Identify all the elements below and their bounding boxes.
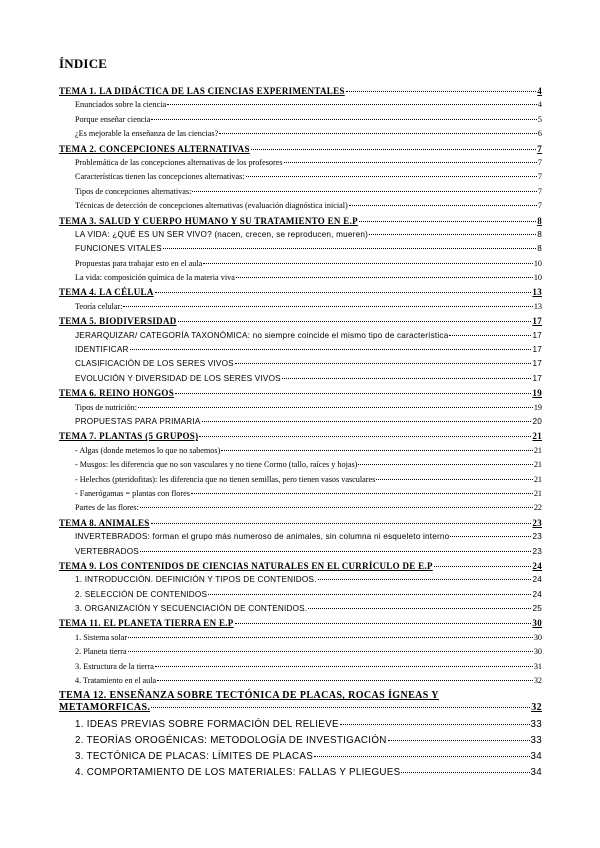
toc-page-number: 7 [537, 157, 542, 167]
toc-subentry[interactable] [59, 674, 542, 688]
leader-dots [434, 566, 532, 567]
toc-page-number: 7 [537, 186, 542, 196]
toc-page-number: 30 [532, 618, 542, 629]
toc-subentry[interactable] [59, 415, 542, 429]
leader-dots [221, 450, 533, 451]
toc-page-number: 17 [532, 316, 542, 327]
toc-subentry[interactable] [59, 717, 542, 733]
toc-subentry[interactable] [59, 170, 542, 184]
leader-dots [199, 436, 531, 437]
toc-entry-label: 3. Estructura de la tierra [75, 661, 154, 671]
toc-page-number: 32 [533, 676, 542, 686]
toc-subentry[interactable] [59, 199, 542, 213]
toc-entry-label: TEMA 4. LA CÉLULA [59, 287, 154, 298]
toc-entry-label: Técnicas de detección de concepciones alternativas (evaluación diagnóstica inicial) [75, 201, 348, 211]
toc-entry-label: 1. INTRODUCCIÓN. DEFINICIÓN Y TIPOS DE CONTENIDOS. [75, 575, 317, 585]
leader-dots [178, 321, 532, 322]
leader-dots [163, 248, 536, 249]
toc-topic-entry[interactable] [59, 142, 542, 156]
toc-entry-label: TEMA 11. EL PLANETA TIERRA EN E.P [59, 618, 234, 629]
toc-entry-label: TEMA 1. LA DIDÁCTICA DE LAS CIENCIAS EXPERIMENTALES [59, 86, 345, 96]
toc-entry-label: - Algas (donde metemos lo que no sabemos) [75, 445, 221, 455]
toc-subentry[interactable] [59, 127, 542, 141]
leader-dots [308, 608, 531, 609]
leader-dots [318, 579, 532, 580]
leader-dots [219, 133, 537, 134]
toc-subentry[interactable] [59, 372, 542, 386]
toc-entry-label: INVERTEBRADOS: forman el grupo más numeroso de animales, sin columna ni esqueleto interno [75, 532, 450, 542]
leader-dots [388, 740, 530, 741]
toc-entry-label: PROPUESTAS PARA PRIMARIA [75, 416, 201, 426]
toc-entry-label: JERARQUIZAR/ CATEGORÍA TAXONÓMICA: no siempre coincide el mismo tipo de característica [75, 330, 449, 340]
toc-entry-label: TEMA 5. BIODIVERSIDAD [59, 316, 177, 327]
toc-subentry[interactable] [59, 530, 542, 544]
toc-page-number: 24 [532, 560, 542, 571]
toc-subentry[interactable] [59, 300, 542, 314]
leader-dots [359, 221, 536, 222]
toc-subentry[interactable] [59, 444, 542, 458]
toc-page-number: 23 [532, 546, 542, 556]
leader-dots [401, 772, 529, 773]
toc-page-number: 32 [531, 702, 542, 714]
toc-page-number: 25 [532, 604, 542, 614]
toc-page-number: 7 [537, 143, 542, 154]
toc-page-number: 33 [530, 735, 542, 747]
toc-topic-entry[interactable] [59, 429, 542, 443]
toc-subentry[interactable] [59, 98, 542, 112]
toc-entry-label: TEMA 8. ANIMALES [59, 517, 150, 528]
toc-page-number: 4 [537, 100, 542, 110]
leader-dots [167, 104, 537, 105]
leader-dots [151, 523, 532, 524]
toc-subentry[interactable] [59, 257, 542, 271]
toc-page-number: 34 [530, 767, 542, 779]
toc-entry-label: Problemática de las concepciones alternativas de los profesores [75, 157, 283, 167]
toc-entry-label: Propuestas para trabajar esto en el aula [75, 258, 203, 268]
toc-subentry[interactable] [59, 113, 542, 127]
toc-entry-label: 2. Planeta tierra [75, 647, 127, 657]
leader-dots [128, 637, 533, 638]
leader-dots [340, 724, 530, 725]
toc-page-number: 19 [533, 402, 542, 412]
leader-dots [151, 119, 536, 120]
toc-entry-label: 3. TECTÓNICA DE PLACAS: LÍMITES DE PLACAS [75, 751, 314, 763]
leader-dots [251, 149, 536, 150]
toc-entries [59, 84, 542, 688]
table-of-contents [59, 84, 542, 781]
leader-dots [151, 707, 530, 708]
toc-subentry[interactable] [59, 271, 542, 285]
toc-topic-entry[interactable] [59, 616, 542, 630]
toc-subentry[interactable] [59, 573, 542, 587]
toc-entry-label: CLASIFICACIÓN DE LOS SERES VIVOS [75, 359, 234, 369]
toc-subentry[interactable] [59, 545, 542, 559]
toc-subentry[interactable] [59, 185, 542, 199]
toc-subentry[interactable] [59, 645, 542, 659]
toc-topic-12-line2: METAMÓRFICAS. [59, 702, 151, 714]
toc-entry-label: 4. COMPORTAMIENTO DE LOS MATERIALES: FALLAS Y PLIEGUES [75, 767, 401, 779]
toc-page-number: 8 [537, 229, 542, 239]
toc-subentry[interactable] [59, 487, 542, 501]
leader-dots [140, 551, 532, 552]
toc-subentry[interactable] [59, 660, 542, 674]
toc-page-number: 17 [532, 359, 542, 369]
toc-entry-label: IDENTIFICAR [75, 345, 129, 355]
toc-entry-label: 3. ORGANIZACIÓN Y SECUENCIACIÓN DE CONTENIDOS. [75, 604, 308, 614]
toc-page-number: 7 [537, 172, 542, 182]
toc-entry-label: La vida: composición química de la materia viva [75, 273, 235, 283]
toc-entry-label: TEMA 7. PLANTAS (5 GRUPOS) [59, 431, 199, 442]
toc-entry-label: TEMA 9. LOS CONTENIDOS DE CIENCIAS NATURALES EN EL CURRÍCULO DE E.P [59, 560, 433, 571]
toc-page-number: 19 [532, 388, 542, 399]
toc-page-number: 17 [532, 373, 542, 383]
toc-page-number: 5 [537, 114, 542, 124]
toc-topic-12[interactable] [59, 690, 542, 714]
toc-subentry[interactable] [59, 156, 542, 170]
toc-entry-label: ¿Es mejorable la enseñanza de las ciencias? [75, 129, 219, 139]
toc-page-number: 20 [532, 416, 542, 426]
toc-page-number: 13 [532, 287, 542, 298]
leader-dots [128, 651, 533, 652]
leader-dots [155, 666, 533, 667]
leader-dots [191, 493, 533, 494]
toc-entry-label: 4. Tratamiento en el aula [75, 676, 157, 686]
toc-page-number: 4 [537, 86, 542, 96]
toc-page-number: 34 [530, 751, 542, 763]
toc-page-number: 17 [532, 330, 542, 340]
leader-dots [138, 407, 533, 408]
toc-page-number: 6 [537, 129, 542, 139]
toc-subentry[interactable] [59, 473, 542, 487]
leader-dots [314, 756, 529, 757]
leader-dots [376, 479, 532, 480]
toc-page-number: 33 [530, 719, 542, 731]
toc-page-number: 21 [533, 474, 542, 484]
leader-dots [123, 306, 532, 307]
leader-dots [208, 594, 531, 595]
toc-entry-label: TEMA 6. REINO HONGOS [59, 388, 175, 399]
leader-dots [175, 393, 531, 394]
toc-subentry[interactable] [59, 329, 542, 343]
toc-entry-label: 2. SELECCIÓN DE CONTENIDOS [75, 589, 208, 599]
leader-dots [450, 536, 531, 537]
toc-entry-label: Partes de las flores: [75, 503, 139, 513]
toc-entry-label: TEMA 3. SALUD Y CUERPO HUMANO Y SU TRATAMIENTO EN E.P [59, 215, 358, 226]
leader-dots [155, 292, 532, 293]
toc-page-number: 21 [533, 460, 542, 470]
leader-dots [282, 378, 532, 379]
toc-page-number: 24 [532, 589, 542, 599]
toc-page-number: 13 [533, 301, 542, 311]
toc-entry-label: - Fanerógamas = plantas con flores [75, 488, 190, 498]
toc-subentry[interactable] [59, 602, 542, 616]
toc-page-number: 8 [537, 215, 542, 226]
toc-topic-entry[interactable] [59, 559, 542, 573]
toc-entry-label: Tipos de nutrición: [75, 402, 138, 412]
toc-page-number: 23 [532, 517, 542, 528]
leader-dots [130, 349, 532, 350]
toc-entry-label: - Musgos: les diferencia que no son vasculares y no tiene Cormo (tallo, raíces y hojas) [75, 460, 358, 470]
toc-entry-label: FUNCIONES VITALES [75, 244, 162, 254]
toc-subentry[interactable] [59, 733, 542, 749]
page-title: ÍNDICE [59, 56, 108, 71]
leader-dots [192, 191, 537, 192]
toc-entry-label: 2. TEORÍAS OROGÉNICAS: METODOLOGÍA DE INVESTIGACIÓN [75, 735, 387, 747]
toc-entry-label: Teoría celular: [75, 301, 123, 311]
leader-dots [349, 205, 537, 206]
toc-entry-label: TEMA 2. CONCEPCIONES ALTERNATIVAS [59, 143, 250, 154]
leader-dots [246, 176, 537, 177]
leader-dots [369, 234, 536, 235]
toc-topic-12-line1: TEMA 12. ENSEÑANZA SOBRE TECTÓNICA DE PLACAS, ROCAS ÍGNEAS Y [59, 690, 439, 702]
toc-subentry[interactable] [59, 458, 542, 472]
toc-subentry[interactable] [59, 242, 542, 256]
toc-entry-label: 1. Sistema solar [75, 632, 128, 642]
toc-entry-label: Porque enseñar ciencia [75, 114, 151, 124]
leader-dots [140, 507, 533, 508]
toc-subentry[interactable] [59, 401, 542, 415]
leader-dots [284, 162, 537, 163]
leader-dots [203, 263, 533, 264]
toc-entry-label: VERTEBRADOS [75, 546, 139, 556]
leader-dots [449, 335, 531, 336]
toc-entry-label: Enunciados sobre la ciencia [75, 100, 167, 110]
toc-topic-entry[interactable] [59, 285, 542, 299]
leader-dots [157, 680, 533, 681]
toc-subentry[interactable] [59, 588, 542, 602]
toc-page-number: 21 [533, 488, 542, 498]
toc-subentry[interactable] [59, 343, 542, 357]
toc-topic-entry[interactable] [59, 214, 542, 228]
toc-page-number: 7 [537, 201, 542, 211]
toc-page-number: 10 [533, 258, 542, 268]
toc-entry-label: Características tienen las concepciones alternativas: [75, 172, 245, 182]
toc-topic-entry[interactable] [59, 314, 542, 328]
toc-page-number: 10 [533, 273, 542, 283]
toc-topic-entry[interactable] [59, 386, 542, 400]
toc-page-number: 8 [537, 244, 542, 254]
toc-subentry[interactable] [59, 501, 542, 515]
toc-page-number: 30 [533, 632, 542, 642]
toc-page-number: 30 [533, 647, 542, 657]
toc-entry-label: Tipos de concepciones alternativas: [75, 186, 192, 196]
leader-dots [202, 421, 532, 422]
leader-dots [235, 623, 532, 624]
toc-subentry[interactable] [59, 357, 542, 371]
toc-page-number: 17 [532, 345, 542, 355]
leader-dots [346, 91, 537, 92]
toc-page-number: 24 [532, 575, 542, 585]
toc-entry-label: LA VIDA: ¿QUÉ ES UN SER VIVO? (nacen, crecen, se reproducen, mueren) [75, 229, 369, 239]
toc-subentry[interactable] [59, 765, 542, 781]
toc-subentry[interactable] [59, 749, 542, 765]
toc-page-number: 23 [532, 532, 542, 542]
toc-page-number: 21 [533, 445, 542, 455]
toc-topic-12-line2-row [59, 702, 542, 714]
leader-dots [358, 464, 532, 465]
toc-entry-label: - Helechos (pteridofitas): les diferencia que no tienen semillas, pero tienen vasos vasculares [75, 474, 376, 484]
toc-entry-label: EVOLUCIÓN Y DIVERSIDAD DE LOS SERES VIVOS [75, 373, 281, 383]
leader-dots [235, 363, 532, 364]
toc-final-entries [59, 717, 542, 781]
toc-topic-entry[interactable] [59, 516, 542, 530]
toc-entry-label: 1. IDEAS PREVIAS SOBRE FORMACIÓN DEL RELIEVE [75, 719, 339, 731]
toc-page-number: 21 [532, 431, 542, 442]
toc-page-number: 22 [533, 503, 542, 513]
toc-subentry[interactable] [59, 631, 542, 645]
toc-subentry[interactable] [59, 228, 542, 242]
toc-topic-entry[interactable] [59, 84, 542, 98]
leader-dots [236, 277, 533, 278]
toc-page-number: 31 [533, 661, 542, 671]
